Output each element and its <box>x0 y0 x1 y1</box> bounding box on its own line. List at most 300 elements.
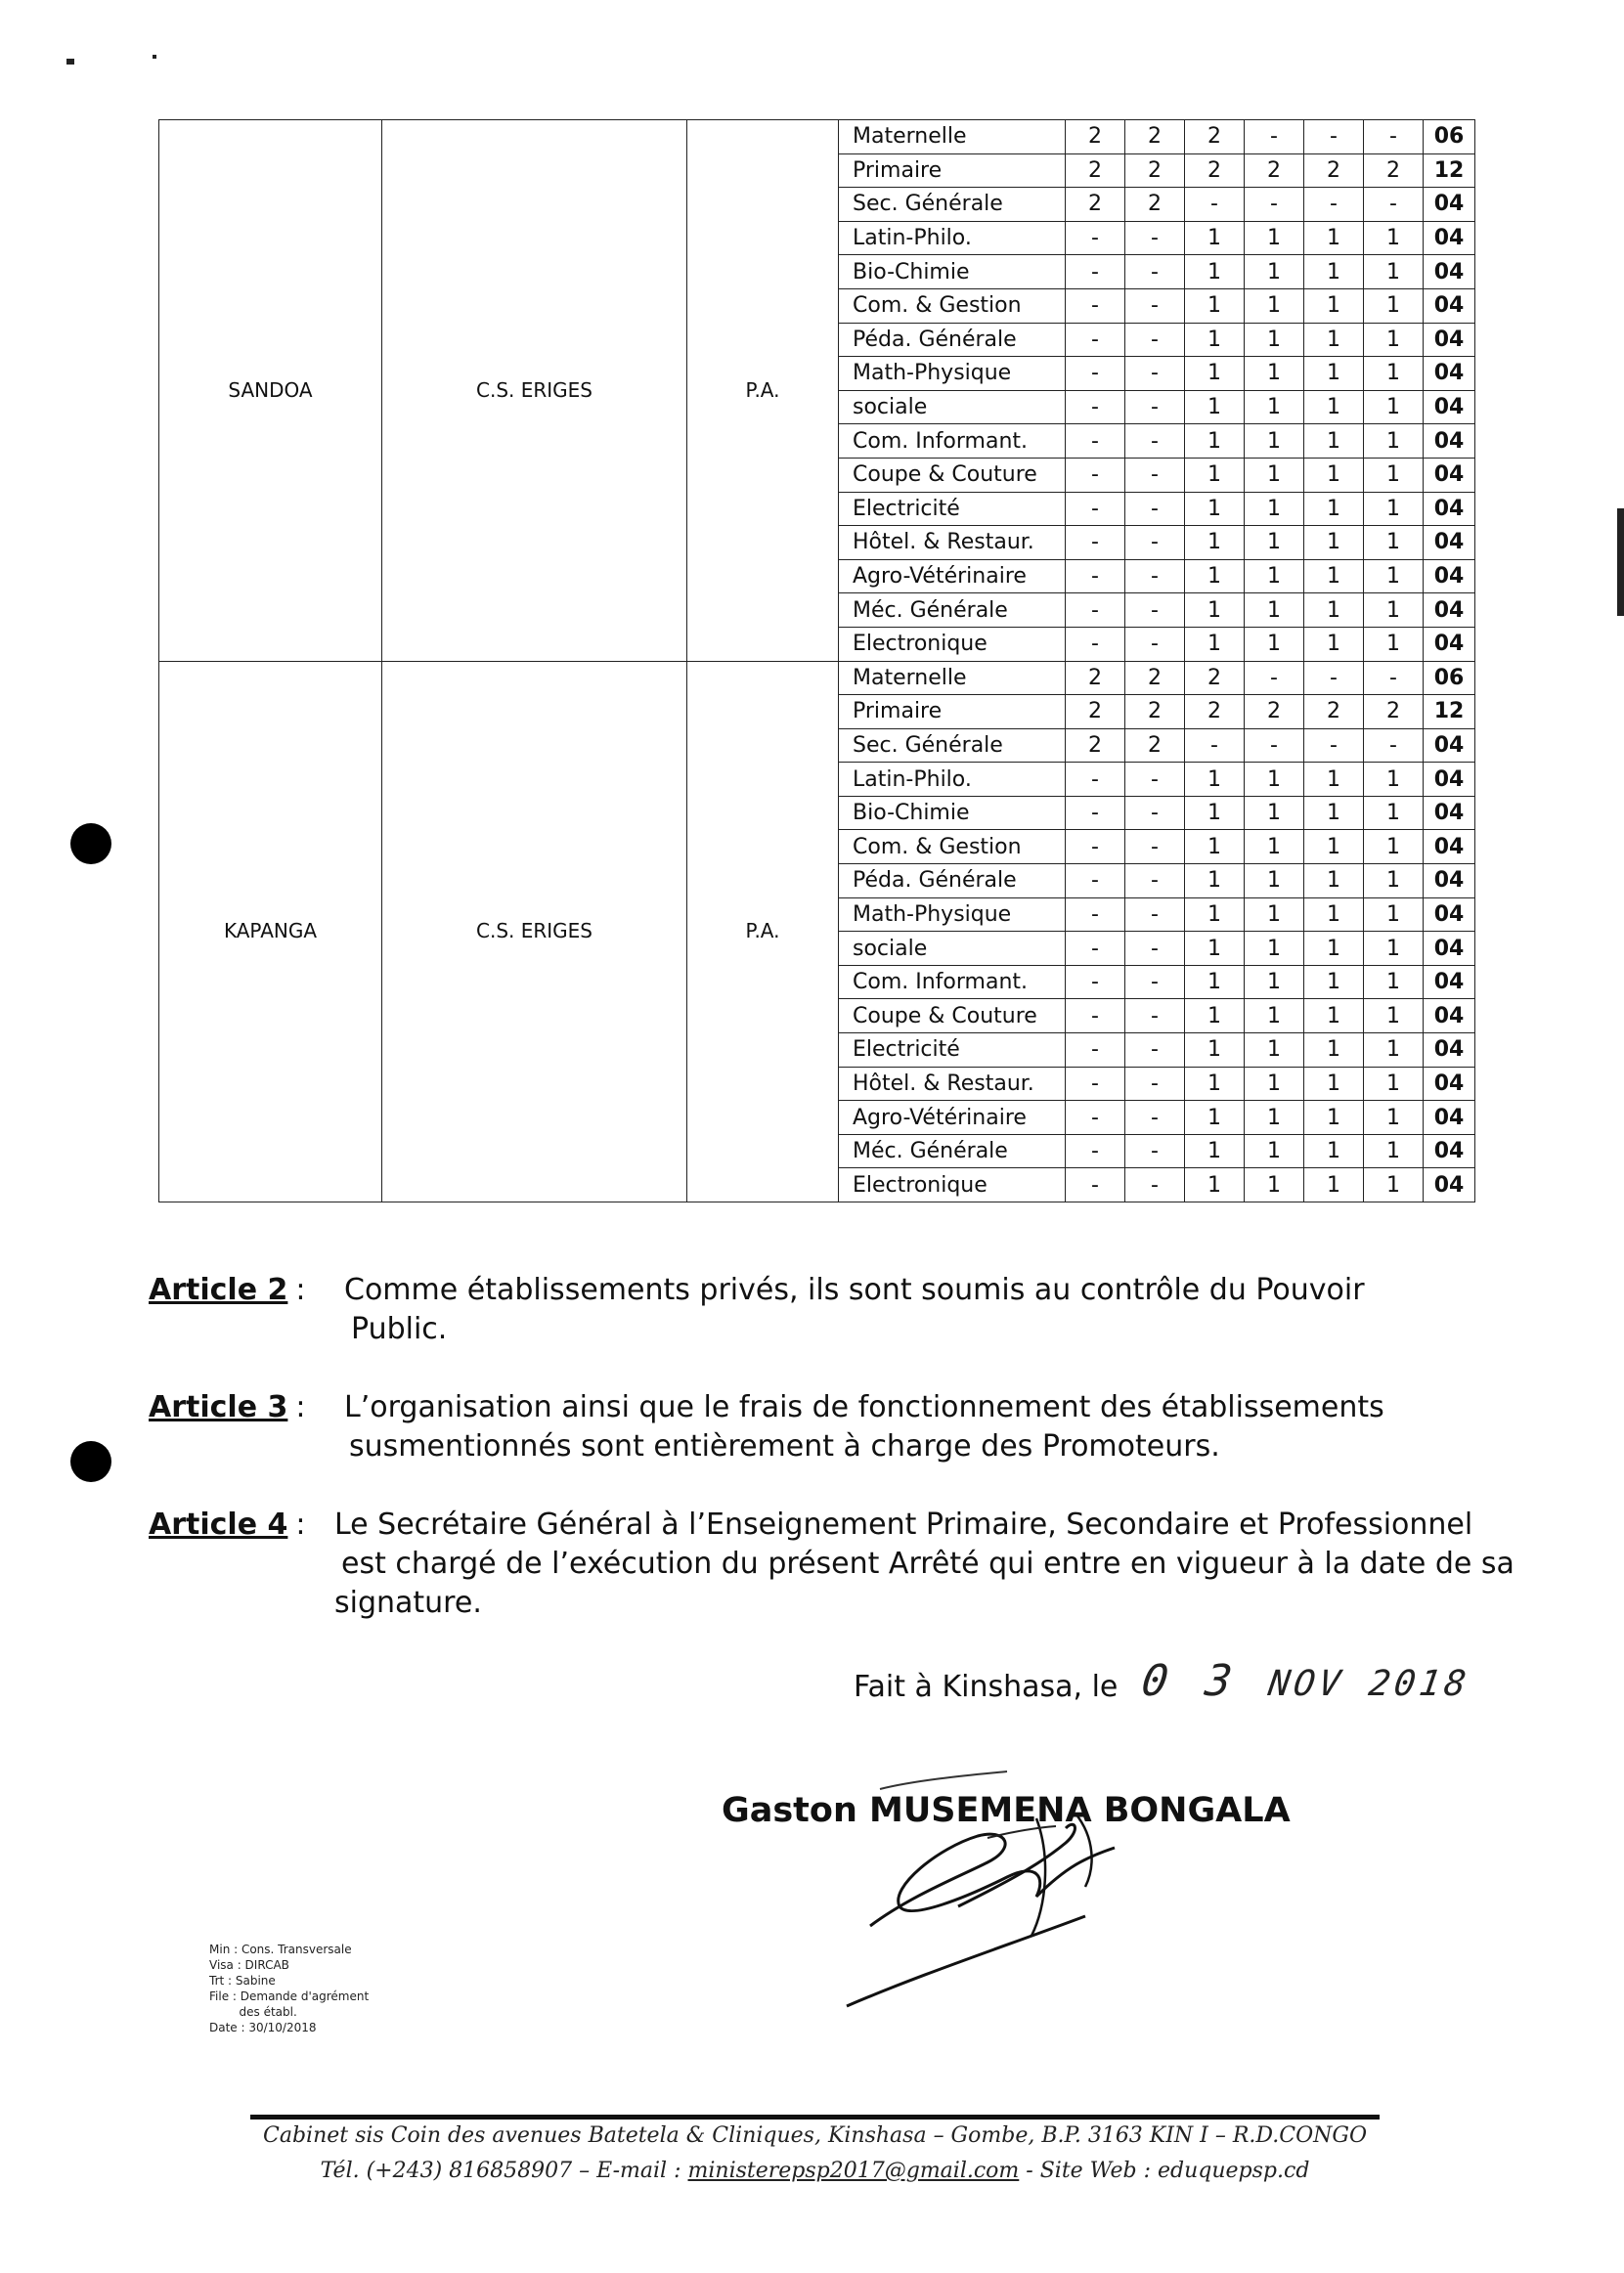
class-count-cell: 2 <box>1066 188 1125 222</box>
class-count-cell: 1 <box>1185 526 1245 560</box>
class-count-cell: 1 <box>1304 492 1364 526</box>
class-count-cell: - <box>1066 357 1125 391</box>
option-name-cell: Electricité <box>839 1033 1066 1068</box>
article-label: Article 3 <box>149 1390 288 1424</box>
class-count-cell: - <box>1125 796 1185 830</box>
class-count-cell: 1 <box>1364 796 1424 830</box>
total-cell: 04 <box>1424 864 1475 898</box>
class-count-cell: 1 <box>1245 1067 1304 1101</box>
total-cell: 04 <box>1424 897 1475 932</box>
total-cell: 06 <box>1424 661 1475 695</box>
total-cell: 04 <box>1424 932 1475 966</box>
article-text-line: susmentionnés sont entièrement à charge des Promoteurs. <box>349 1429 1220 1464</box>
option-name-cell: Agro-Vétérinaire <box>839 559 1066 593</box>
region-cell: KAPANGA <box>159 661 382 1202</box>
option-name-cell: Hôtel. & Restaur. <box>839 526 1066 560</box>
class-count-cell: 1 <box>1304 1101 1364 1135</box>
class-count-cell: 1 <box>1304 288 1364 323</box>
class-count-cell: 1 <box>1304 255 1364 289</box>
class-count-cell: - <box>1125 323 1185 357</box>
class-count-cell: 1 <box>1185 1033 1245 1068</box>
class-count-cell: 2 <box>1066 153 1125 188</box>
class-count-cell: - <box>1066 559 1125 593</box>
class-count-cell: 2 <box>1125 188 1185 222</box>
class-count-cell: 2 <box>1364 153 1424 188</box>
class-count-cell: 1 <box>1304 424 1364 459</box>
class-count-cell: 1 <box>1364 1033 1424 1068</box>
class-count-cell: 2 <box>1304 695 1364 729</box>
option-name-cell: Méc. Générale <box>839 1134 1066 1168</box>
total-cell: 04 <box>1424 728 1475 763</box>
total-cell: 04 <box>1424 627 1475 661</box>
class-count-cell: 1 <box>1185 288 1245 323</box>
type-cell: P.A. <box>687 120 839 662</box>
class-count-cell: 1 <box>1304 559 1364 593</box>
class-count-cell: 1 <box>1364 965 1424 999</box>
class-count-cell: 1 <box>1304 897 1364 932</box>
class-count-cell: 2 <box>1125 153 1185 188</box>
class-count-cell: 1 <box>1304 763 1364 797</box>
class-count-cell: - <box>1066 288 1125 323</box>
table-row <box>159 661 1475 695</box>
class-count-cell: - <box>1066 1101 1125 1135</box>
class-count-cell: 1 <box>1304 965 1364 999</box>
class-count-cell: 1 <box>1185 897 1245 932</box>
class-count-cell: 1 <box>1245 458 1304 492</box>
class-count-cell: 2 <box>1304 153 1364 188</box>
option-name-cell: Coupe & Couture <box>839 458 1066 492</box>
class-count-cell: - <box>1245 120 1304 154</box>
scan-speck <box>153 55 156 59</box>
class-count-cell: 2 <box>1066 120 1125 154</box>
option-name-cell: Electronique <box>839 627 1066 661</box>
ref-line: Min : Cons. Transversale <box>209 1943 352 1956</box>
class-count-cell: 1 <box>1364 932 1424 966</box>
class-count-cell: 1 <box>1245 1134 1304 1168</box>
article-text-line: L’organisation ainsi que le frais de fonctionnement des établissements <box>344 1390 1384 1424</box>
option-name-cell: sociale <box>839 390 1066 424</box>
scan-speck <box>66 59 74 65</box>
class-count-cell: - <box>1066 1168 1125 1202</box>
option-name-cell: Electricité <box>839 492 1066 526</box>
ref-line: File : Demande d'agrément <box>209 1989 370 2003</box>
class-count-cell: - <box>1364 120 1424 154</box>
class-count-cell: 1 <box>1304 1134 1364 1168</box>
class-count-cell: 1 <box>1185 593 1245 628</box>
option-name-cell: Math-Physique <box>839 897 1066 932</box>
total-cell: 04 <box>1424 965 1475 999</box>
class-count-cell: 1 <box>1185 1067 1245 1101</box>
class-count-cell: 2 <box>1245 153 1304 188</box>
class-count-cell: 1 <box>1364 424 1424 459</box>
total-cell: 04 <box>1424 492 1475 526</box>
class-count-cell: - <box>1066 526 1125 560</box>
option-name-cell: Primaire <box>839 153 1066 188</box>
option-name-cell: Primaire <box>839 695 1066 729</box>
ref-line: des établ. <box>209 2005 297 2019</box>
class-count-cell: - <box>1125 357 1185 391</box>
total-cell: 04 <box>1424 1067 1475 1101</box>
class-count-cell: 1 <box>1364 1101 1424 1135</box>
footer-site: - Site Web : eduquepsp.cd <box>1026 2159 1310 2183</box>
total-cell: 04 <box>1424 357 1475 391</box>
class-count-cell: 1 <box>1245 559 1304 593</box>
class-count-cell: 2 <box>1066 728 1125 763</box>
option-name-cell: Latin-Philo. <box>839 221 1066 255</box>
class-count-cell: 1 <box>1185 1168 1245 1202</box>
class-count-cell: - <box>1304 188 1364 222</box>
total-cell: 04 <box>1424 288 1475 323</box>
total-cell: 04 <box>1424 796 1475 830</box>
class-count-cell: - <box>1304 728 1364 763</box>
class-count-cell: 1 <box>1185 1101 1245 1135</box>
class-count-cell: - <box>1125 932 1185 966</box>
class-count-cell: - <box>1125 1168 1185 1202</box>
class-count-cell: 1 <box>1364 1134 1424 1168</box>
class-count-cell: 1 <box>1364 255 1424 289</box>
class-count-cell: - <box>1125 526 1185 560</box>
class-count-cell: - <box>1066 830 1125 864</box>
total-cell: 04 <box>1424 593 1475 628</box>
class-count-cell: - <box>1066 458 1125 492</box>
class-count-cell: 1 <box>1245 221 1304 255</box>
class-count-cell: 1 <box>1185 965 1245 999</box>
class-count-cell: - <box>1125 1101 1185 1135</box>
class-count-cell: 1 <box>1185 763 1245 797</box>
article-2 <box>149 1271 1365 1346</box>
class-count-cell: 1 <box>1364 897 1424 932</box>
total-cell: 04 <box>1424 763 1475 797</box>
class-count-cell: - <box>1125 221 1185 255</box>
article-colon: : <box>295 1390 306 1424</box>
class-count-cell: 1 <box>1304 1033 1364 1068</box>
class-count-cell: 2 <box>1245 695 1304 729</box>
article-text-line: Public. <box>351 1312 448 1346</box>
class-count-cell: 1 <box>1304 1168 1364 1202</box>
total-cell: 04 <box>1424 1168 1475 1202</box>
signer-name: Gaston MUSEMENA BONGALA <box>722 1791 1291 1830</box>
option-name-cell: Electronique <box>839 1168 1066 1202</box>
class-count-cell: 1 <box>1364 864 1424 898</box>
class-count-cell: - <box>1125 458 1185 492</box>
class-count-cell: 1 <box>1364 1067 1424 1101</box>
class-count-cell: 1 <box>1185 323 1245 357</box>
class-count-cell: 1 <box>1364 492 1424 526</box>
class-count-cell: 1 <box>1364 593 1424 628</box>
class-count-cell: - <box>1364 661 1424 695</box>
class-count-cell: - <box>1125 627 1185 661</box>
class-count-cell: 1 <box>1185 492 1245 526</box>
total-cell: 06 <box>1424 120 1475 154</box>
class-count-cell: 2 <box>1125 728 1185 763</box>
punch-hole <box>70 823 111 864</box>
class-count-cell: 1 <box>1304 864 1364 898</box>
class-count-cell: - <box>1066 897 1125 932</box>
class-count-cell: - <box>1125 1067 1185 1101</box>
school-cell: C.S. ERIGES <box>382 120 687 662</box>
class-count-cell: - <box>1125 559 1185 593</box>
option-name-cell: Latin-Philo. <box>839 763 1066 797</box>
class-count-cell: - <box>1304 120 1364 154</box>
option-name-cell: Méc. Générale <box>839 593 1066 628</box>
class-count-cell: 1 <box>1245 288 1304 323</box>
class-count-cell: 1 <box>1304 526 1364 560</box>
total-cell: 12 <box>1424 695 1475 729</box>
class-count-cell: 2 <box>1125 120 1185 154</box>
total-cell: 04 <box>1424 1101 1475 1135</box>
class-count-cell: 1 <box>1304 357 1364 391</box>
article-colon: : <box>295 1273 306 1307</box>
class-count-cell: - <box>1304 661 1364 695</box>
class-count-cell: 1 <box>1185 627 1245 661</box>
class-count-cell: 1 <box>1245 897 1304 932</box>
class-count-cell: 1 <box>1185 932 1245 966</box>
class-count-cell: 1 <box>1364 830 1424 864</box>
class-count-cell: 1 <box>1245 593 1304 628</box>
option-name-cell: Com. Informant. <box>839 424 1066 459</box>
class-count-cell: - <box>1066 965 1125 999</box>
closing-date-stamp <box>1138 1656 1473 1706</box>
option-name-cell: Maternelle <box>839 661 1066 695</box>
total-cell: 04 <box>1424 1033 1475 1068</box>
class-count-cell: 1 <box>1304 796 1364 830</box>
class-count-cell: - <box>1125 999 1185 1033</box>
class-count-cell: 1 <box>1245 390 1304 424</box>
footer-phone: Tél. (+243) 816858907 – E-mail : <box>320 2159 681 2183</box>
total-cell: 04 <box>1424 526 1475 560</box>
article-colon: : <box>295 1508 306 1542</box>
class-count-cell: 2 <box>1364 695 1424 729</box>
class-count-cell: - <box>1125 1033 1185 1068</box>
class-count-cell: - <box>1066 492 1125 526</box>
class-count-cell: 1 <box>1364 288 1424 323</box>
class-count-cell: 1 <box>1185 830 1245 864</box>
ref-line: Trt : Sabine <box>209 1974 276 1988</box>
class-count-cell: 1 <box>1245 323 1304 357</box>
class-count-cell: 2 <box>1066 695 1125 729</box>
total-cell: 04 <box>1424 323 1475 357</box>
class-count-cell: - <box>1066 763 1125 797</box>
class-count-cell: 1 <box>1364 559 1424 593</box>
class-count-cell: 1 <box>1364 323 1424 357</box>
option-name-cell: Péda. Générale <box>839 323 1066 357</box>
class-count-cell: 1 <box>1185 357 1245 391</box>
option-name-cell: Péda. Générale <box>839 864 1066 898</box>
option-name-cell: Agro-Vétérinaire <box>839 1101 1066 1135</box>
closing-place: Fait à Kinshasa, le <box>854 1670 1119 1704</box>
option-name-cell: Com. Informant. <box>839 965 1066 999</box>
option-name-cell: Hôtel. & Restaur. <box>839 1067 1066 1101</box>
total-cell: 04 <box>1424 221 1475 255</box>
class-count-cell: - <box>1125 897 1185 932</box>
total-cell: 04 <box>1424 458 1475 492</box>
class-count-cell: - <box>1125 288 1185 323</box>
class-count-cell: - <box>1125 424 1185 459</box>
class-count-cell: 1 <box>1245 830 1304 864</box>
class-count-cell: 1 <box>1304 221 1364 255</box>
class-count-cell: 1 <box>1245 526 1304 560</box>
footer-contact <box>250 2159 1380 2183</box>
class-count-cell: 1 <box>1364 999 1424 1033</box>
class-count-cell: 1 <box>1245 424 1304 459</box>
article-4 <box>149 1506 1514 1620</box>
total-cell: 04 <box>1424 559 1475 593</box>
class-count-cell: 1 <box>1304 627 1364 661</box>
ref-line: Date : 30/10/2018 <box>209 2021 317 2034</box>
option-name-cell: Com. & Gestion <box>839 288 1066 323</box>
footer-address: Cabinet sis Coin des avenues Batetela & Cliniques, Kinshasa – Gombe, B.P. 3163 KIN I – R.D.CONGO <box>263 2123 1367 2148</box>
class-count-cell: - <box>1364 188 1424 222</box>
class-count-cell: 1 <box>1185 1134 1245 1168</box>
total-cell: 04 <box>1424 830 1475 864</box>
class-count-cell: 2 <box>1185 120 1245 154</box>
class-count-cell: 1 <box>1185 255 1245 289</box>
table-row <box>159 120 1475 154</box>
class-count-cell: 1 <box>1304 1067 1364 1101</box>
class-count-cell: 1 <box>1364 390 1424 424</box>
class-count-cell: - <box>1245 188 1304 222</box>
class-count-cell: 1 <box>1304 390 1364 424</box>
class-count-cell: 2 <box>1125 661 1185 695</box>
class-count-cell: 2 <box>1125 695 1185 729</box>
class-count-cell: - <box>1066 1067 1125 1101</box>
class-count-cell: 1 <box>1304 830 1364 864</box>
class-count-cell: - <box>1125 593 1185 628</box>
article-3 <box>149 1388 1384 1464</box>
class-count-cell: - <box>1066 1134 1125 1168</box>
total-cell: 04 <box>1424 188 1475 222</box>
class-count-cell: 2 <box>1185 695 1245 729</box>
class-count-cell: - <box>1066 1033 1125 1068</box>
date-month-year: NOV 2018 <box>1265 1664 1472 1704</box>
class-count-cell: - <box>1066 323 1125 357</box>
reference-block <box>209 1942 369 2035</box>
class-count-cell: 1 <box>1245 965 1304 999</box>
class-count-cell: - <box>1066 424 1125 459</box>
class-count-cell: 1 <box>1185 864 1245 898</box>
class-count-cell: - <box>1066 932 1125 966</box>
class-count-cell: 1 <box>1245 357 1304 391</box>
class-count-cell: 1 <box>1304 593 1364 628</box>
class-count-cell: 1 <box>1245 255 1304 289</box>
class-count-cell: 1 <box>1185 424 1245 459</box>
ref-line: Visa : DIRCAB <box>209 1958 289 1972</box>
article-text-line: est chargé de l’exécution du présent Arrêté qui entre en vigueur à la date de sa <box>341 1547 1514 1581</box>
class-count-cell: 1 <box>1364 357 1424 391</box>
class-count-cell: - <box>1245 728 1304 763</box>
footer-email-link[interactable]: ministerepsp2017@gmail.com <box>687 2159 1020 2183</box>
article-text-line: Le Secrétaire Général à l’Enseignement Primaire, Secondaire et Professionnel <box>334 1508 1473 1542</box>
option-name-cell: Com. & Gestion <box>839 830 1066 864</box>
class-count-cell: 1 <box>1245 627 1304 661</box>
option-name-cell: sociale <box>839 932 1066 966</box>
class-count-cell: 1 <box>1304 999 1364 1033</box>
total-cell: 04 <box>1424 255 1475 289</box>
class-count-cell: 2 <box>1066 661 1125 695</box>
class-count-cell: - <box>1066 593 1125 628</box>
class-count-cell: 1 <box>1304 458 1364 492</box>
article-text-line: signature. <box>334 1586 482 1620</box>
class-count-cell: - <box>1125 390 1185 424</box>
class-count-cell: - <box>1066 864 1125 898</box>
region-cell: SANDOA <box>159 120 382 662</box>
option-name-cell: Sec. Générale <box>839 728 1066 763</box>
total-cell: 04 <box>1424 999 1475 1033</box>
class-count-cell: 1 <box>1245 999 1304 1033</box>
class-count-cell: - <box>1125 864 1185 898</box>
class-count-cell: 1 <box>1245 492 1304 526</box>
agreement-table <box>158 119 1475 1202</box>
class-count-cell: 1 <box>1185 458 1245 492</box>
article-label: Article 2 <box>149 1273 288 1307</box>
class-count-cell: 1 <box>1245 932 1304 966</box>
school-cell: C.S. ERIGES <box>382 661 687 1202</box>
total-cell: 12 <box>1424 153 1475 188</box>
class-count-cell: - <box>1066 627 1125 661</box>
punch-hole <box>70 1441 111 1482</box>
class-count-cell: 1 <box>1185 559 1245 593</box>
class-count-cell: - <box>1364 728 1424 763</box>
class-count-cell: - <box>1066 999 1125 1033</box>
class-count-cell: 1 <box>1364 458 1424 492</box>
class-count-cell: 2 <box>1185 153 1245 188</box>
class-count-cell: 1 <box>1245 796 1304 830</box>
class-count-cell: 1 <box>1185 221 1245 255</box>
class-count-cell: 1 <box>1185 390 1245 424</box>
option-name-cell: Sec. Générale <box>839 188 1066 222</box>
class-count-cell: - <box>1125 763 1185 797</box>
class-count-cell: 1 <box>1245 1168 1304 1202</box>
class-count-cell: - <box>1125 492 1185 526</box>
class-count-cell: 1 <box>1364 1168 1424 1202</box>
class-count-cell: 1 <box>1185 999 1245 1033</box>
class-count-cell: - <box>1245 661 1304 695</box>
class-count-cell: 1 <box>1185 796 1245 830</box>
class-count-cell: - <box>1125 1134 1185 1168</box>
class-count-cell: - <box>1125 965 1185 999</box>
option-name-cell: Bio-Chimie <box>839 255 1066 289</box>
total-cell: 04 <box>1424 390 1475 424</box>
signature <box>841 1750 1193 2014</box>
class-count-cell: 1 <box>1304 323 1364 357</box>
class-count-cell: 1 <box>1364 526 1424 560</box>
scan-edge-mark <box>1617 508 1624 616</box>
class-count-cell: 1 <box>1364 627 1424 661</box>
class-count-cell: 1 <box>1245 1033 1304 1068</box>
class-count-cell: 1 <box>1245 864 1304 898</box>
class-count-cell: - <box>1185 188 1245 222</box>
footer-rule <box>250 2115 1380 2120</box>
class-count-cell: - <box>1066 390 1125 424</box>
type-cell: P.A. <box>687 661 839 1202</box>
class-count-cell: - <box>1185 728 1245 763</box>
class-count-cell: - <box>1125 830 1185 864</box>
class-count-cell: - <box>1066 221 1125 255</box>
class-count-cell: - <box>1066 796 1125 830</box>
class-count-cell: 1 <box>1304 932 1364 966</box>
class-count-cell: - <box>1066 255 1125 289</box>
option-name-cell: Bio-Chimie <box>839 796 1066 830</box>
class-count-cell: 1 <box>1364 221 1424 255</box>
class-count-cell: - <box>1125 255 1185 289</box>
total-cell: 04 <box>1424 1134 1475 1168</box>
article-text-line: Comme établissements privés, ils sont soumis au contrôle du Pouvoir <box>344 1273 1365 1307</box>
option-name-cell: Coupe & Couture <box>839 999 1066 1033</box>
option-name-cell: Maternelle <box>839 120 1066 154</box>
date-day: 0 3 <box>1138 1656 1242 1706</box>
class-count-cell: 1 <box>1364 763 1424 797</box>
article-label: Article 4 <box>149 1508 288 1542</box>
